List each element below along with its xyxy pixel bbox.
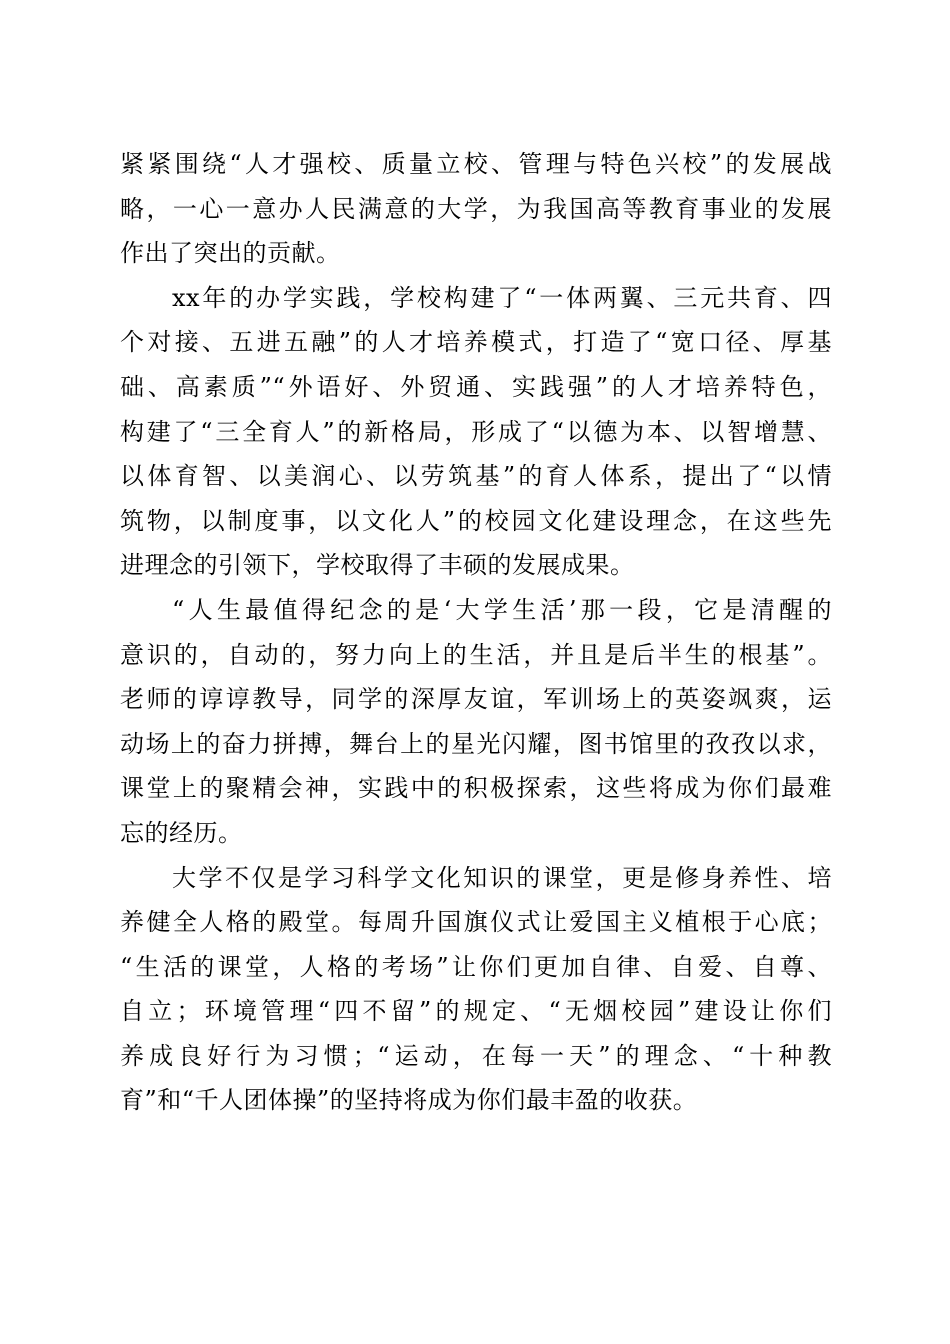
paragraph-line: 以体育智、以美润心、以劳筑基”的育人体系，提出了“以情 (120, 462, 832, 491)
paragraph-line: 老师的谆谆教导，同学的深厚友谊，军训场上的英姿飒爽，运 (120, 685, 832, 714)
paragraph-line: 课堂上的聚精会神，实践中的积极探索，这些将成为你们最难 (120, 774, 832, 803)
paragraph-line: 养成良好行为习惯；“运动，在每一天”的理念、“十种教 (120, 1041, 832, 1070)
body-text (120, 142, 832, 1123)
paragraph-line: 自立；环境管理“四不留”的规定、“无烟校园”建设让你们 (120, 997, 832, 1026)
paragraph-4 (120, 856, 832, 1124)
paragraph-line: xx年的办学实践，学校构建了“一体两翼、三元共育、四 (172, 283, 832, 312)
paragraph-line: 础、高素质”“外语好、外贸通、实践强”的人才培养特色， (120, 372, 832, 401)
paragraph-2 (120, 276, 832, 588)
paragraph-1 (120, 142, 832, 276)
paragraph-line: “生活的课堂，人格的考场”让你们更加自律、自爱、自尊、 (120, 952, 832, 981)
paragraph-line: 作出了突出的贡献。 (120, 239, 341, 268)
paragraph-line: 大学不仅是学习科学文化知识的课堂，更是修身养性、培 (172, 863, 832, 892)
paragraph-line: 养健全人格的殿堂。每周升国旗仪式让爱国主义植根于心底； (120, 908, 832, 937)
paragraph-line: 紧紧围绕“人才强校、质量立校、管理与特色兴校”的发展战 (120, 150, 832, 178)
paragraph-line: 筑物，以制度事，以文化人”的校园文化建设理念，在这些先 (120, 506, 832, 535)
paragraph-line: “人生最值得纪念的是‘大学生活’那一段，它是清醒的 (172, 595, 832, 624)
paragraph-line: 忘的经历。 (120, 818, 243, 847)
paragraph-line: 育”和“千人团体操”的坚持将成为你们最丰盈的收获。 (120, 1086, 698, 1115)
paragraph-line: 构建了“三全育人”的新格局，形成了“以德为本、以智增慧、 (120, 417, 832, 446)
paragraph-3 (120, 588, 832, 856)
paragraph-line: 进理念的引领下，学校取得了丰硕的发展成果。 (120, 551, 635, 580)
paragraph-line: 个对接、五进五融”的人才培养模式，打造了“宽口径、厚基 (120, 328, 832, 357)
paragraph-line: 略，一心一意办人民满意的大学，为我国高等教育事业的发展 (120, 194, 832, 223)
paragraph-line: 意识的，自动的，努力向上的生活，并且是后半生的根基”。 (120, 640, 832, 669)
paragraph-line: 动场上的奋力拼搏，舞台上的星光闪耀，图书馆里的孜孜以求， (120, 729, 832, 758)
